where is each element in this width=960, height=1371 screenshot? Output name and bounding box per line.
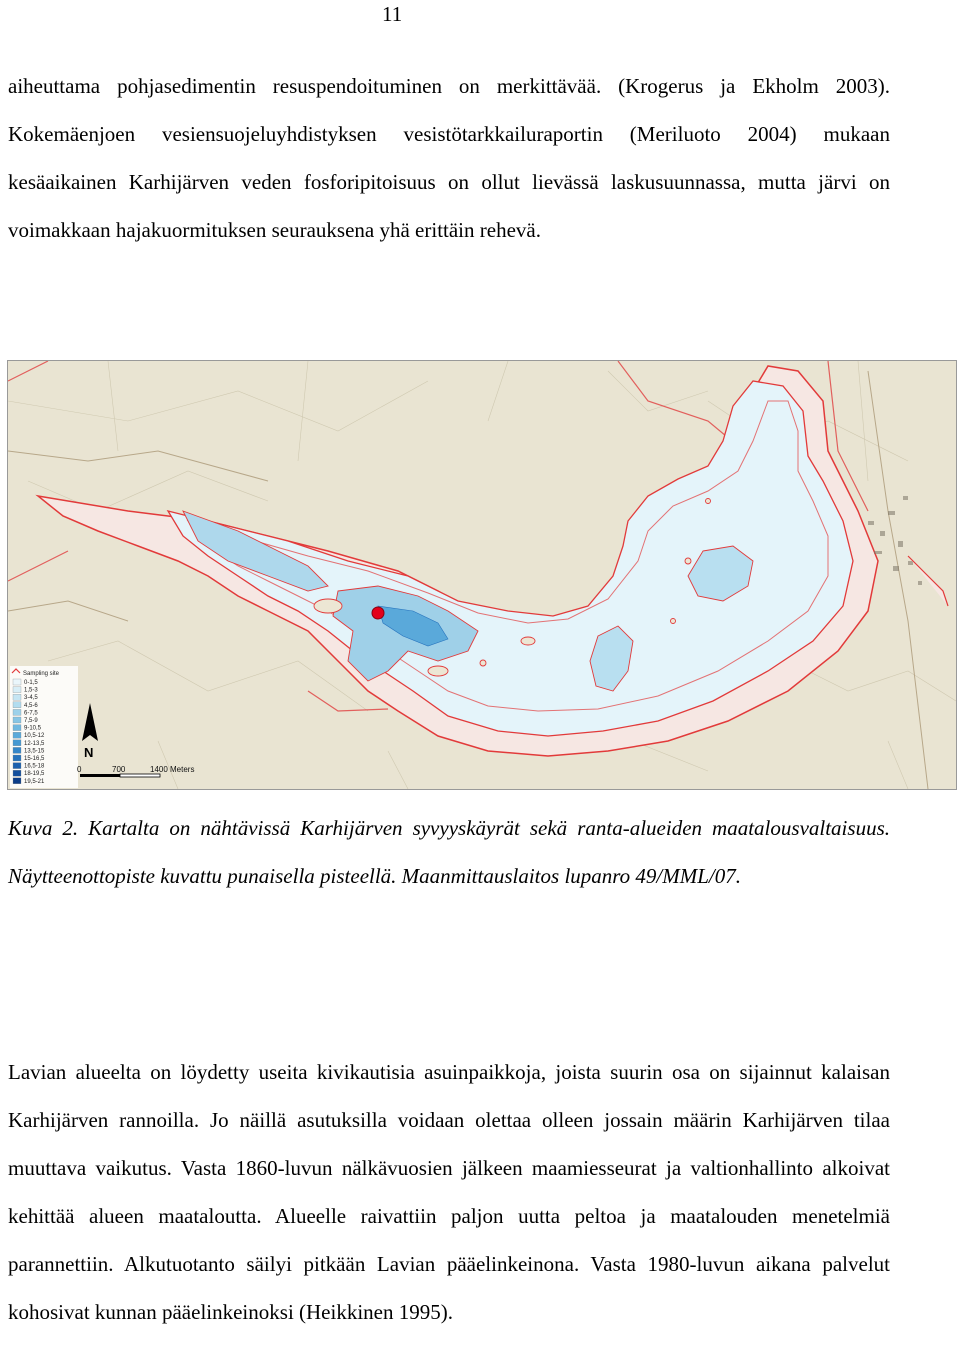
legend-swatch — [13, 770, 21, 776]
map-legend — [10, 666, 78, 788]
legend-swatch — [13, 732, 21, 738]
legend-label: 16,5-18 — [24, 763, 45, 770]
figure-caption: Kuva 2. Kartalta on nähtävissä Karhijärven syvyyskäyrät sekä ranta-alueiden maatalousvaltaisuus. Näytteenottopiste kuvattu punaisella pisteellä. Maanmittauslaitos lupanro 49/MML/07. — [8, 816, 890, 888]
legend-label: 13,5-15 — [24, 748, 45, 755]
scale-label-1400: 1400 Meters — [150, 765, 195, 774]
legend-label: 18-19,5 — [24, 771, 45, 778]
legend-swatch — [13, 747, 21, 753]
legend-swatch — [13, 702, 21, 708]
legend-label: 3-4,5 — [24, 695, 38, 702]
legend-swatch — [13, 694, 21, 700]
legend-label: 19,5-21 — [24, 778, 45, 785]
legend-swatch — [13, 679, 21, 685]
paragraph-history: Lavian alueelta on löydetty useita kivikautisia asuinpaikkoja, joista suurin osa on sijainnut kalaisan Karhijärven rannoilla. Jo näillä asutuksilla voidaan olettaa olleen jossain määrin Karhijärven tilaa muuttava vaikutus. Vasta 1860-luvun nälkävuosien jälkeen maamiesseurat ja valtionhallinto alkoivat kehittää alueen maataloutta. Alueelle raivattiin paljon uutta peltoa ja maatalouden menetelmiä parannettiin. Alkutuotanto säilyi pitkään Lavian pääelinkeinona. Vasta 1980-luvun aikana palvelut kohosivat kunnan pääelinkeinoksi (Heikkinen 1995). — [8, 1060, 890, 1324]
legend-label: 7,5-9 — [24, 718, 38, 724]
legend-label: 15-16,5 — [24, 756, 45, 762]
legend-label: 1,5-3 — [24, 687, 38, 694]
sampling-point — [372, 607, 384, 619]
legend-label: 0-1,5 — [24, 680, 38, 686]
scale-label-0: 0 — [77, 765, 82, 774]
legend-label: 6-7,5 — [24, 710, 38, 717]
legend-swatch — [13, 755, 21, 761]
legend-swatch — [13, 687, 21, 693]
north-label: N — [84, 745, 94, 760]
legend-swatch — [13, 740, 21, 746]
legend-swatch — [13, 778, 21, 784]
legend-swatch — [13, 763, 21, 769]
legend-title: Sampling site — [23, 671, 60, 677]
scale-label-700: 700 — [112, 765, 126, 774]
legend-label: 9-10,5 — [24, 725, 42, 732]
map-svg — [8, 361, 956, 789]
lake-depth-map — [7, 360, 957, 790]
page-number: 11 — [382, 2, 403, 26]
legend-swatch — [13, 717, 21, 723]
paragraph-intro: aiheuttama pohjasedimentin resuspendoituminen on merkittävää. (Krogerus ja Ekholm 2003). Kokemäenjoen vesiensuojeluyhdistyksen vesistötarkkailuraportin (Meriluoto 2004) mukaan kesäaikainen Karhijärven veden fosforipitoisuus on ollut lievässä laskusuunnassa, mutta järvi on voimakkaan hajakuormituksen seurauksena yhä erittäin rehevä. — [8, 74, 890, 242]
legend-label: 12-13,5 — [24, 740, 45, 747]
legend-label: 4,5-6 — [24, 702, 38, 709]
legend-label: 10,5-12 — [24, 733, 45, 740]
legend-swatch — [13, 709, 21, 715]
legend-swatch — [13, 725, 21, 731]
